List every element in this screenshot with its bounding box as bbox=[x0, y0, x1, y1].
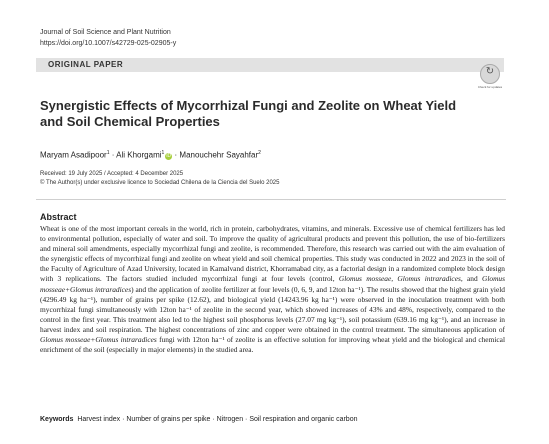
affiliation-marker: 1 bbox=[161, 150, 165, 156]
abstract-body bbox=[40, 224, 505, 355]
abstract-text: , and bbox=[460, 274, 482, 284]
author-list bbox=[40, 148, 261, 161]
abstract-text: fungi with 12ton ha⁻¹ of zeolite is an effective solution for improving wheat yield and the biological and chemical enrichment of the soil (especially in major elements) in the studied area. bbox=[40, 335, 505, 355]
species-name: Glomus mosseae+Glomus intraradices bbox=[40, 274, 505, 294]
orcid-icon[interactable]: iD bbox=[166, 152, 172, 159]
affiliation-marker: 2 bbox=[258, 150, 261, 156]
check-for-updates-icon: ↻ bbox=[485, 66, 495, 77]
section-label: ORIGINAL PAPER bbox=[48, 60, 124, 69]
divider bbox=[36, 199, 506, 200]
copyright-line: © The Author(s) under exclusive licence to Sociedad Chilena de la Ciencia del Suelo 2025 bbox=[40, 180, 280, 186]
author-separator: · bbox=[172, 150, 180, 160]
doi-link[interactable]: https://doi.org/10.1007/s42729-025-02905-y bbox=[40, 40, 177, 47]
author-name[interactable]: Manouchehr Sayahfar bbox=[179, 150, 259, 160]
abstract-text: ) and the application of zeolite fertilizer at four levels (0, 6, 9, and 12ton ha⁻¹). The results showed that the highest grain yield (4296.49 kg ha⁻¹), number of grains per spike (12.62), and biological yield (14243.96 kg ha⁻¹) were observed in the inoculation treatment with both mycorrhizal fungi simultaneously with 12ton ha⁻¹ of zeolite in the second year, which showed increases of 43% and 48%, respectively, compared to the control in the first year. This treatment also led to the highest soil phosphorus levels (27.07 mg kg⁻¹), soil potassium (639.16 mg kg⁻¹), and an increase in harvest index and soil respiration. The highest concentrations of zinc and copper were obtained in the control treatment. The simultaneous application of bbox=[40, 284, 505, 334]
affiliation-marker: 1 bbox=[106, 150, 110, 156]
check-for-updates-badge[interactable] bbox=[478, 64, 502, 92]
badge-text: Check for updates bbox=[477, 85, 503, 89]
abstract-heading: Abstract bbox=[40, 212, 77, 222]
abstract-text: Wheat is one of the most important cereals in the world, rich in protein, carbohydrates, vitamins, and minerals. Excessive use of chemical fertilizers has led to environmental pollution, especially of water and soil. To improve the quality of agricultural products and prevent this pollution, the use of bio-fertilizers and mineral soil amendments, especially mycorrhizal fungi and zeolite, is recommended. Therefore, this research was carried out with the aim evaluation of the synergistic effects of mycorrhizal fungi and zeolite on wheat yield and soil chemical properties. This study was conducted in 2022 and 2023 in the soil of the Faculty of Agriculture of Azad University, located in Kamalvand district, Khorramabad city, as a factorial design in a randomized complete block design with 3 replications. The factors studied included mycorrhizal fungi at four levels (control, bbox=[40, 224, 505, 284]
species-name: Glomus mosseae bbox=[338, 274, 392, 284]
keywords-list: Harvest index · Number of grains per spike · Nitrogen · Soil respiration and organic carbon bbox=[77, 416, 358, 423]
abstract-text: , bbox=[391, 274, 398, 284]
species-name: Glomus mosseae+Glomus intraradices bbox=[40, 335, 157, 345]
article-title: Synergistic Effects of Mycorrhizal Fungi and Zeolite on Wheat Yield and Soil Chemical Properties bbox=[40, 98, 457, 129]
received-accepted-dates: Received: 19 July 2025 / Accepted: 4 December 2025 bbox=[40, 171, 184, 177]
species-name: Glomus intraradices bbox=[397, 274, 461, 284]
keywords-label: Keywords bbox=[40, 416, 74, 423]
journal-name: Journal of Soil Science and Plant Nutrition bbox=[40, 29, 171, 36]
keywords-line bbox=[40, 415, 358, 425]
author-name[interactable]: Maryam Asadipoor bbox=[40, 150, 107, 160]
author-separator: · bbox=[109, 150, 117, 160]
author-name[interactable]: Ali Khorgami bbox=[116, 150, 162, 160]
